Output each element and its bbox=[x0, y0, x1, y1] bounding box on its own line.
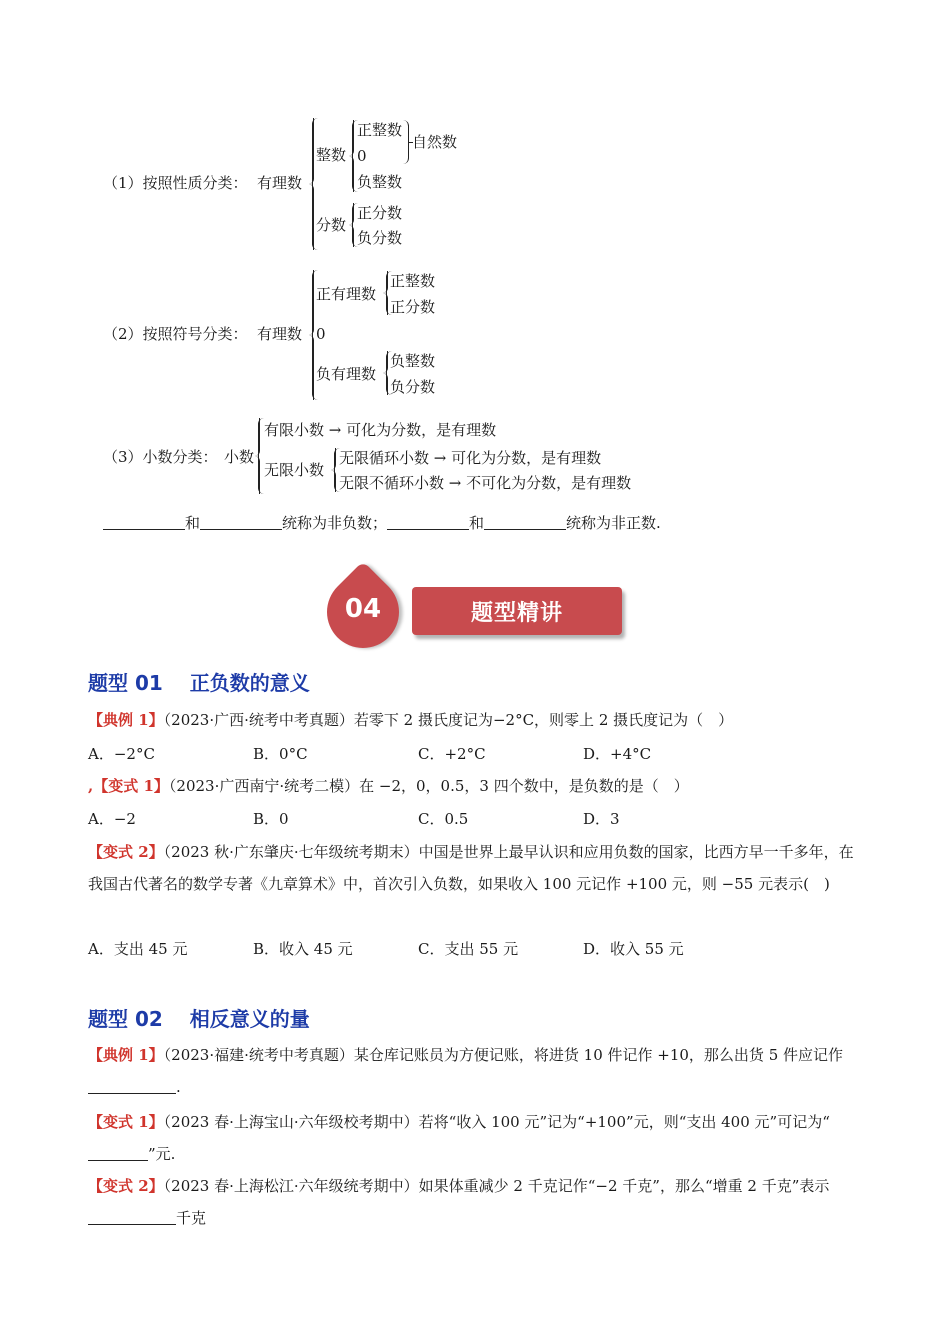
class3-finite-row bbox=[264, 420, 496, 440]
option-c[interactable]: C．0.5 bbox=[418, 810, 469, 828]
class1-integer: 整数 bbox=[316, 146, 347, 164]
option-d[interactable]: D．收入 55 元 bbox=[583, 940, 684, 958]
option-b[interactable]: B．0°C bbox=[253, 745, 308, 763]
s2-ex1-tag: 【典例 1】 bbox=[88, 1046, 164, 1064]
fill-and-1: 和 bbox=[185, 514, 201, 532]
answer-blank[interactable] bbox=[200, 515, 282, 530]
s2-ex1-text: （2023·福建·统考中考真题）某仓库记账员为方便记账，将进货 10 件记作 +10，那么出货 5 件应记作 bbox=[163, 1046, 844, 1064]
option-c[interactable]: C．+2°C bbox=[418, 745, 486, 763]
s2-example1 bbox=[88, 1039, 860, 1103]
s2-var1-tag: 【变式 1】 bbox=[88, 1113, 164, 1131]
class3-nonrepeating-note: 不可化为分数，是有理数 bbox=[466, 474, 632, 492]
fill-line bbox=[103, 513, 661, 533]
answer-blank[interactable] bbox=[88, 1210, 176, 1225]
class2-neg-int: 负整数 bbox=[390, 352, 436, 370]
class1-neg-int: 负整数 bbox=[357, 173, 403, 191]
s1-ex1-tag: 【典例 1】 bbox=[88, 711, 164, 729]
class3-repeating: 无限循环小数 bbox=[339, 449, 430, 467]
class1-zero: 0 bbox=[357, 147, 367, 165]
class2-zero: 0 bbox=[316, 325, 326, 343]
class3-repeating-row bbox=[339, 448, 601, 468]
s2-var2-end: 千克 bbox=[176, 1209, 207, 1227]
fill-text-2: 统称为非正数. bbox=[566, 514, 661, 532]
option-a[interactable]: A．−2°C bbox=[88, 745, 155, 763]
class1-natural: 自然数 bbox=[412, 133, 458, 151]
class2-neg-rational: 负有理数 bbox=[316, 365, 377, 383]
s1-var1-prefix: , bbox=[88, 777, 94, 795]
banner-title: 题型精讲 bbox=[470, 601, 563, 626]
class3-label: （3）小数分类： bbox=[103, 448, 218, 466]
class3-nonrepeating: 无限不循环小数 bbox=[339, 474, 445, 492]
class2-neg-frac: 负分数 bbox=[390, 378, 436, 396]
s2-var2-tag: 【变式 2】 bbox=[88, 1177, 164, 1195]
s2-variant2 bbox=[88, 1170, 860, 1234]
option-d[interactable]: D．3 bbox=[583, 810, 620, 828]
class1-pos-frac: 正分数 bbox=[357, 204, 403, 222]
option-b[interactable]: B．0 bbox=[253, 810, 289, 828]
arrow-icon: → bbox=[328, 421, 342, 439]
class3-infinite: 无限小数 bbox=[264, 461, 325, 479]
class2-root: 有理数 bbox=[257, 325, 303, 343]
answer-blank[interactable] bbox=[387, 515, 469, 530]
option-c[interactable]: C．支出 55 元 bbox=[418, 940, 519, 958]
class1-pos-int: 正整数 bbox=[357, 121, 403, 139]
s1-var1-tag: 【变式 1】 bbox=[93, 777, 169, 795]
class1-natural-brace bbox=[403, 120, 409, 164]
class1-root: 有理数 bbox=[257, 174, 303, 192]
class2-pos-frac: 正分数 bbox=[390, 298, 436, 316]
arrow-icon: → bbox=[433, 449, 447, 467]
arrow-icon: → bbox=[448, 474, 462, 492]
s2-var2-text: （2023 春·上海松江·六年级统考期中）如果体重减少 2 千克记作“−2 千克”，那么“增重 2 千克”表示 bbox=[163, 1177, 830, 1195]
answer-blank[interactable] bbox=[88, 1146, 148, 1161]
class3-repeating-note: 可化为分数，是有理数 bbox=[451, 449, 602, 467]
section1-title: 题型 01 正负数的意义 bbox=[88, 671, 310, 695]
section2-title: 题型 02 相反意义的量 bbox=[88, 1007, 310, 1031]
option-d[interactable]: D．+4°C bbox=[583, 745, 652, 763]
answer-blank[interactable] bbox=[103, 515, 185, 530]
class1-fraction: 分数 bbox=[316, 216, 347, 234]
class2-pos-rational: 正有理数 bbox=[316, 285, 377, 303]
fill-and-2: 和 bbox=[469, 514, 485, 532]
s1-variant1 bbox=[88, 770, 860, 802]
option-b[interactable]: B．收入 45 元 bbox=[253, 940, 353, 958]
s2-var1-text: （2023 春·上海宝山·六年级校考期中）若将“收入 100 元”记为“+100”元，则“支出 400 元”可记为“ bbox=[163, 1113, 830, 1131]
banner-number: 04 bbox=[344, 594, 382, 624]
class2-pos-int: 正整数 bbox=[390, 272, 436, 290]
class3-nonrepeating-row bbox=[339, 473, 631, 493]
s1-var1-text: （2023·广西南宁·统考二模）在 −2，0，0.5，3 四个数中，是负数的是（ ） bbox=[168, 777, 689, 795]
s1-example1 bbox=[88, 704, 860, 736]
s1-ex1-text: （2023·广西·统考中考真题）若零下 2 摄氏度记为−2°C，则零上 2 摄氏度记为（ ） bbox=[163, 711, 734, 729]
s1-var2-text: （2023 秋·广东肇庆·七年级统考期末）中国是世界上最早认识和应用负数的国家，比西方早一千多年，在我国古代著名的数学专著《九章算术》中，首次引入负数，如果收入 100 元记作 +100 元，则 −55 元表示( ) bbox=[88, 843, 854, 893]
s2-var1-end: ”元. bbox=[148, 1145, 176, 1163]
class3-finite-note: 可化为分数，是有理数 bbox=[346, 421, 497, 439]
class1-label: （1）按照性质分类： bbox=[103, 174, 248, 192]
s2-variant1 bbox=[88, 1106, 860, 1170]
s1-variant2 bbox=[88, 836, 860, 900]
class1-neg-frac: 负分数 bbox=[357, 229, 403, 247]
class2-label: （2）按照符号分类： bbox=[103, 325, 248, 343]
fill-text-1: 统称为非负数； bbox=[282, 514, 388, 532]
option-a[interactable]: A．−2 bbox=[88, 810, 136, 828]
answer-blank[interactable] bbox=[88, 1079, 176, 1094]
class3-root: 小数 bbox=[224, 448, 255, 466]
answer-blank[interactable] bbox=[484, 515, 566, 530]
class3-finite: 有限小数 bbox=[264, 421, 325, 439]
s1-var2-tag: 【变式 2】 bbox=[88, 843, 164, 861]
s2-ex1-end: . bbox=[176, 1078, 181, 1096]
option-a[interactable]: A．支出 45 元 bbox=[88, 940, 188, 958]
